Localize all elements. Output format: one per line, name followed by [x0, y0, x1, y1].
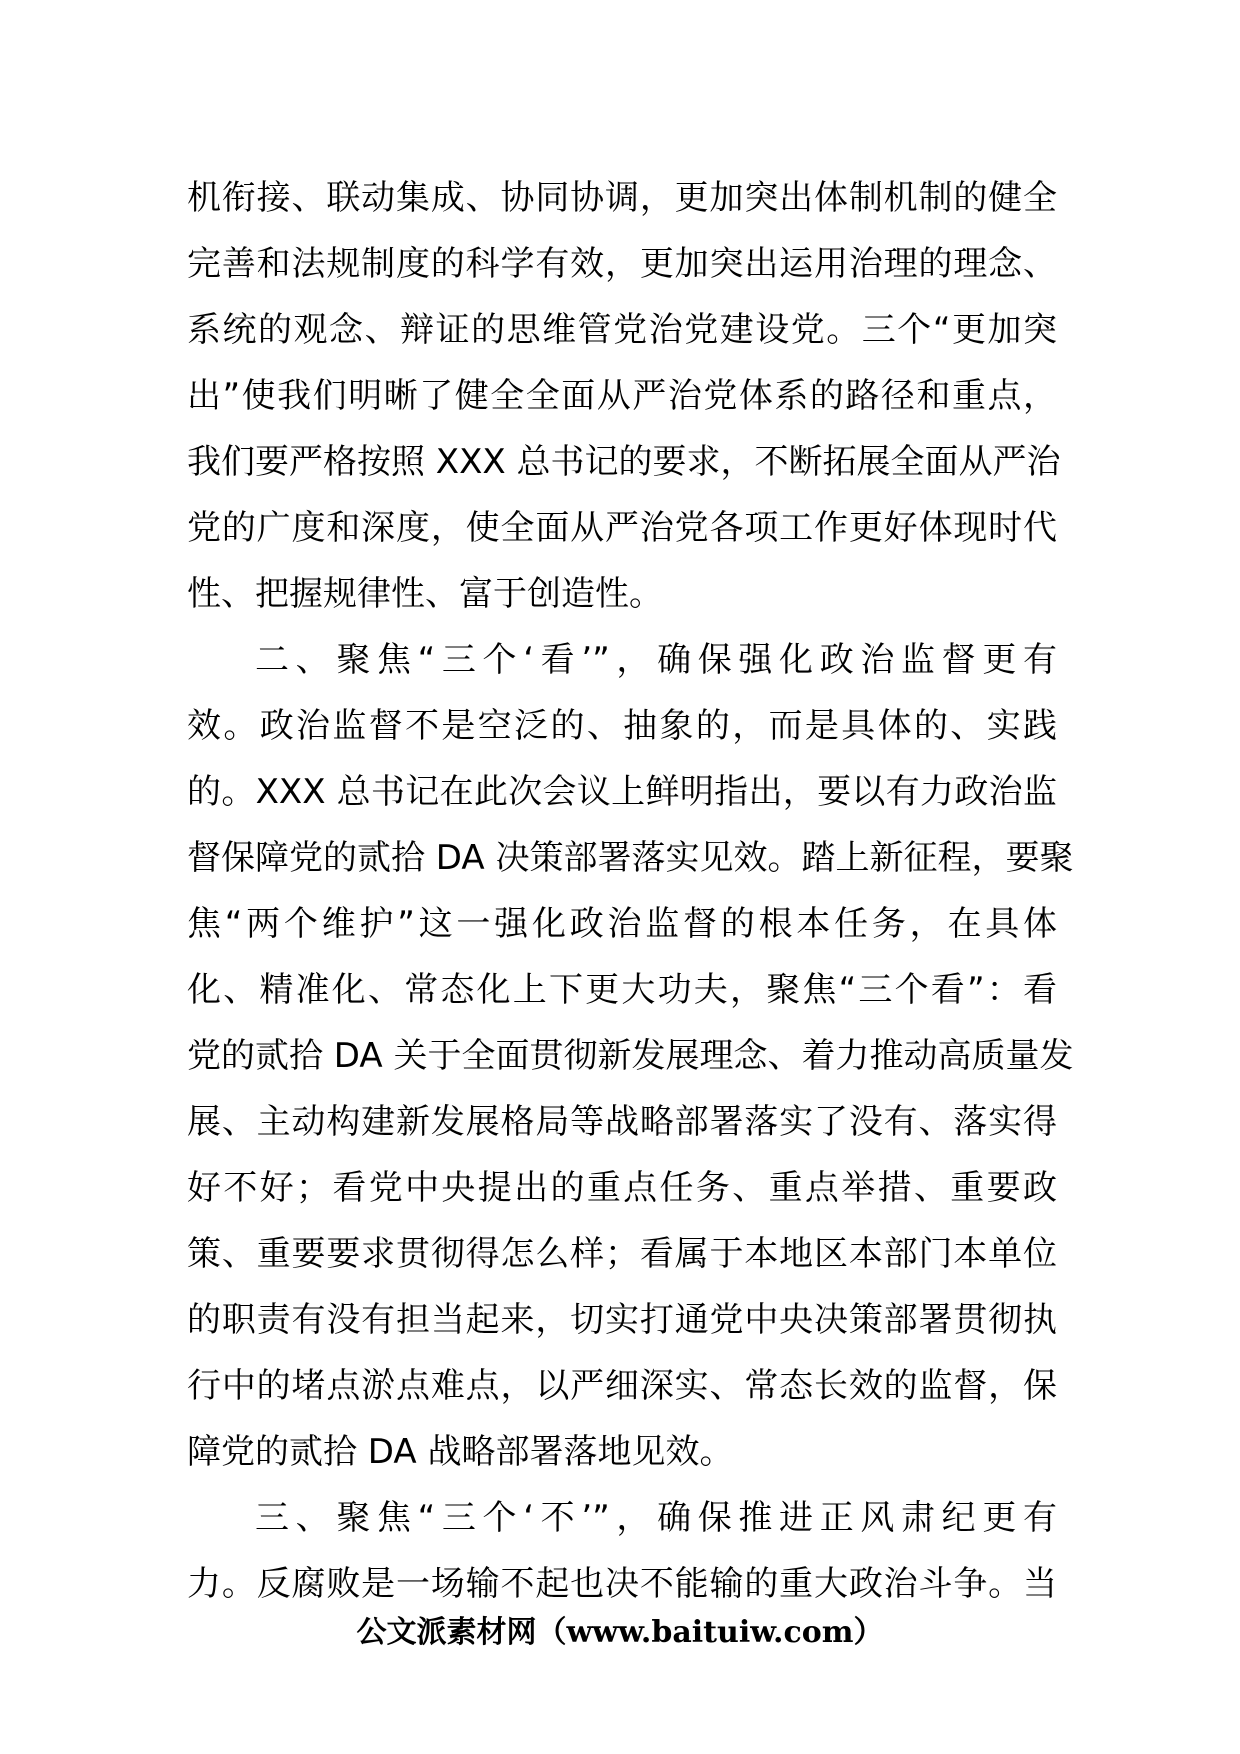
text-line: 系统的观念、辩证的思维管党治党建设党。三个“更加突 — [187, 310, 1057, 350]
text-line: 展、主动构建新发展格局等战略部署落实了没有、落实得 — [187, 1102, 1057, 1142]
text-line: 党的贰拾 DA 关于全面贯彻新发展理念、着力推动高质量发 — [187, 1036, 1074, 1076]
text-line: 的职责有没有担当起来，切实打通党中央决策部署贯彻执 — [187, 1300, 1057, 1340]
text-line: 我们要严格按照 XXX 总书记的要求，不断拓展全面从严治 — [187, 442, 1061, 482]
text-line: 完善和法规制度的科学有效，更加突出运用治理的理念、 — [187, 244, 1057, 284]
footer-watermark: 公文派素材网（www.baituiw.com） — [356, 1615, 884, 1650]
text-line: 行中的堵点淤点难点，以严细深实、常态长效的监督，保 — [187, 1366, 1057, 1406]
text-line: 策、重要要求贯彻得怎么样；看属于本地区本部门本单位 — [187, 1234, 1057, 1274]
text-line: 二、聚焦“三个‘看’”，确保强化政治监督更有 — [255, 640, 1057, 680]
text-line: 力。反腐败是一场输不起也决不能输的重大政治斗争。当 — [187, 1564, 1057, 1604]
text-line: 机衔接、联动集成、协同协调，更加突出体制机制的健全 — [187, 178, 1057, 218]
text-line: 党的广度和深度，使全面从严治党各项工作更好体现时代 — [187, 508, 1057, 548]
text-line: 好不好；看党中央提出的重点任务、重点举措、重要政 — [187, 1168, 1057, 1208]
text-line: 效。政治监督不是空泛的、抽象的，而是具体的、实践 — [187, 706, 1057, 746]
text-line: 障党的贰拾 DA 战略部署落地见效。 — [187, 1432, 734, 1472]
document-body — [187, 165, 1074, 1617]
text-line: 督保障党的贰拾 DA 决策部署落实见效。踏上新征程，要聚 — [187, 838, 1074, 878]
text-line: 性、把握规律性、富于创造性。 — [187, 574, 663, 614]
text-line: 的。XXX 总书记在此次会议上鲜明指出，要以有力政治监 — [187, 772, 1057, 812]
text-line: 三、聚焦“三个‘不’”，确保推进正风肃纪更有 — [255, 1498, 1057, 1538]
text-line: 化、精准化、常态化上下更大功夫，聚焦“三个看”：看 — [187, 970, 1057, 1010]
text-line: 出”使我们明晰了健全全面从严治党体系的路径和重点， — [187, 376, 1057, 416]
text-line: 焦“两个维护”这一强化政治监督的根本任务，在具体 — [187, 904, 1057, 944]
